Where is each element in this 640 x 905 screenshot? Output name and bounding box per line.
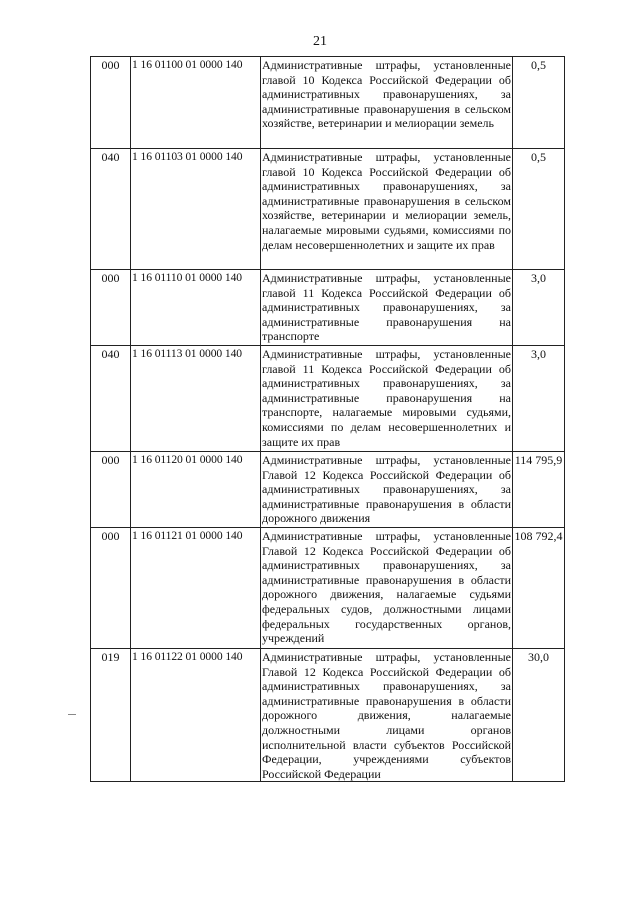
description-cell: Административные штрафы, установленные главой 11 Кодекса Российской Федерации об административных правонарушениях, за административные правонарушения на транспорте: [261, 270, 513, 346]
budget-code-cell: 1 16 01110 01 0000 140: [131, 270, 261, 346]
amount-cell: 3,0: [513, 270, 565, 346]
amount-cell: 30,0: [513, 649, 565, 782]
description-cell: Административные штрафы, установленные главой 10 Кодекса Российской Федерации об административных правонарушениях, за административные правонарушения в сельском хозяйстве, ветеринарии и мелиорации земель: [261, 57, 513, 149]
revenue-table: [90, 56, 565, 782]
amount-cell: 108 792,4: [513, 528, 565, 649]
admin-code-cell: 000: [91, 528, 131, 649]
amount-cell: 3,0: [513, 346, 565, 452]
table-row: [91, 452, 565, 528]
admin-code-cell: 000: [91, 270, 131, 346]
description-cell: Административные штрафы, установленные Главой 12 Кодекса Российской Федерации об административных правонарушениях, за административные правонарушения в области дорожного движения, налагаемые судьями федеральных судов, должностными лицами федеральных государственных органов, учреждений: [261, 528, 513, 649]
description-cell: Административные штрафы, установленные Главой 12 Кодекса Российской Федерации об административных правонарушениях, за административные правонарушения в области дорожного движения: [261, 452, 513, 528]
admin-code-cell: 040: [91, 149, 131, 270]
amount-cell: 0,5: [513, 149, 565, 270]
admin-code-cell: 040: [91, 346, 131, 452]
budget-code-cell: 1 16 01100 01 0000 140: [131, 57, 261, 149]
budget-code-cell: 1 16 01121 01 0000 140: [131, 528, 261, 649]
budget-code-cell: 1 16 01113 01 0000 140: [131, 346, 261, 452]
description-cell: Административные штрафы, установленные главой 10 Кодекса Российской Федерации об административных правонарушениях, за административные правонарушения в сельском хозяйстве, ветеринарии и мелиорации земель, налагаемые мировыми судьями, комиссиями по делам несовершеннолетних и защите их прав: [261, 149, 513, 270]
admin-code-cell: 000: [91, 57, 131, 149]
table-row: [91, 149, 565, 270]
amount-cell: 0,5: [513, 57, 565, 149]
amount-cell: 114 795,9: [513, 452, 565, 528]
admin-code-cell: 000: [91, 452, 131, 528]
budget-code-cell: 1 16 01103 01 0000 140: [131, 149, 261, 270]
budget-code-cell: 1 16 01120 01 0000 140: [131, 452, 261, 528]
table-row: [91, 649, 565, 782]
margin-mark: [68, 714, 76, 715]
admin-code-cell: 019: [91, 649, 131, 782]
description-cell: Административные штрафы, установленные Главой 12 Кодекса Российской Федерации об административных правонарушениях, за административные правонарушения в области дорожного движения, налагаемые должностными лицами органов исполнительной власти субъектов Российской Федерации, учреждениями субъектов Российской Федерации: [262, 650, 511, 781]
table-row: [91, 270, 565, 346]
table-row: [91, 528, 565, 649]
budget-code-cell: 1 16 01122 01 0000 140: [131, 649, 261, 782]
table-row: [91, 57, 565, 149]
description-cell: Административные штрафы, установленные главой 11 Кодекса Российской Федерации об административных правонарушениях, за административные правонарушения на транспорте, налагаемые мировыми судьями, комиссиями по делам несовершеннолетних и защите их прав: [261, 346, 513, 452]
page-number: 21: [313, 34, 327, 49]
table-row: [91, 346, 565, 452]
